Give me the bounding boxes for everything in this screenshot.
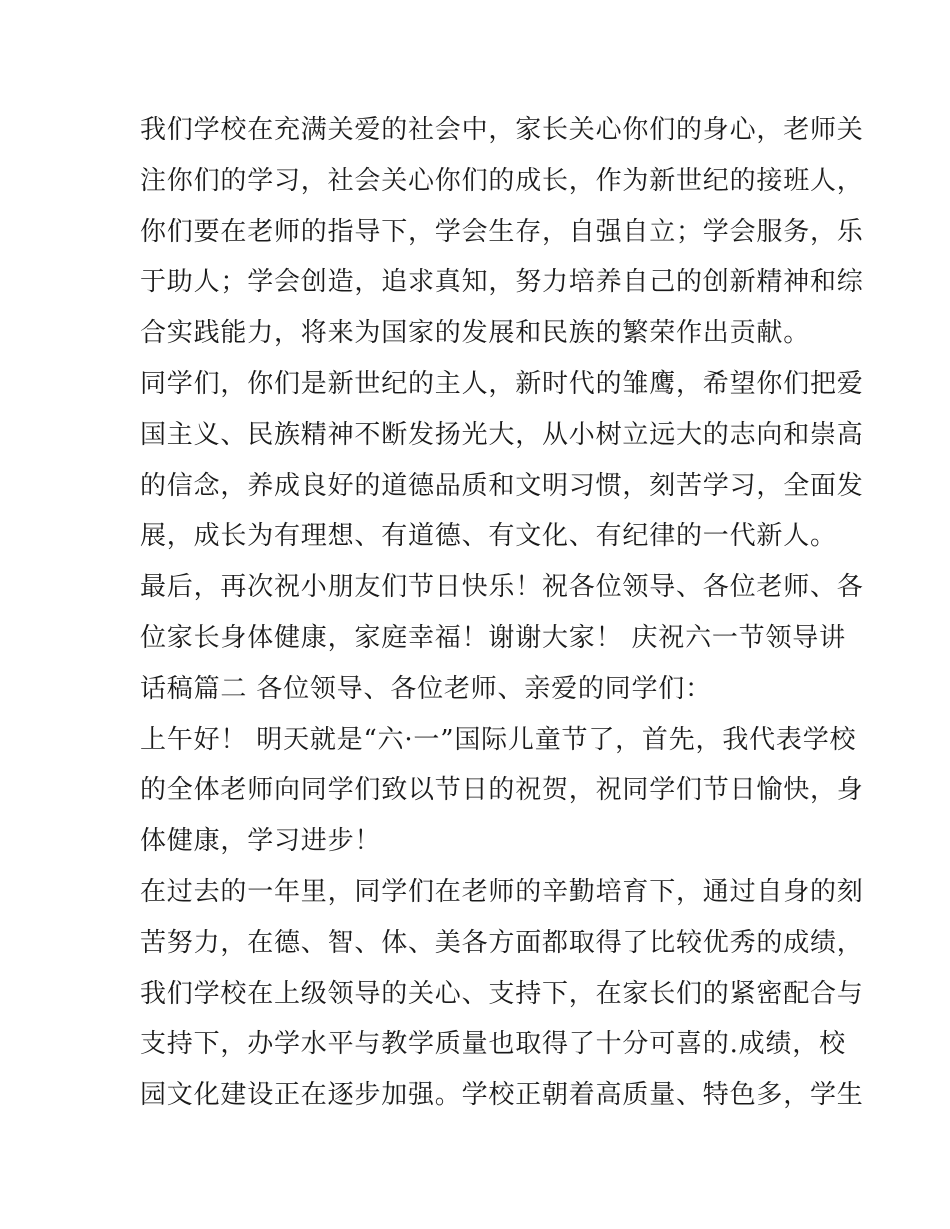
document-page <box>140 105 864 1121</box>
text-line: 合实践能力，将来为国家的发展和民族的繁荣作出贡献。 <box>140 318 811 349</box>
text-line: 园文化建设正在逐步加强。学校正朝着高质量、特色多，学生 <box>140 1080 864 1111</box>
text-line: 位家长身体健康，家庭幸福！谢谢大家！ 庆祝六一节领导讲 <box>140 622 846 653</box>
text-line: 于助人；学会创造，追求真知，努力培养自己的创新精神和综 <box>140 267 864 298</box>
text-line: 的信念，养成良好的道德品质和文明习惯，刻苦学习，全面发 <box>140 470 864 501</box>
text-line: 苦努力，在德、智、体、美各方面都取得了比较优秀的成绩， <box>140 927 864 958</box>
text-line: 话稿篇二 各位领导、各位老师、亲爱的同学们： <box>140 673 712 704</box>
text-line: 上午好！ 明天就是“六·一”国际儿童节了，首先，我代表学校 <box>140 724 857 755</box>
text-line: 同学们，你们是新世纪的主人，新时代的雏鹰，希望你们把爱 <box>140 368 864 399</box>
text-line: 你们要在老师的指导下，学会生存，自强自立；学会服务，乐 <box>140 216 864 247</box>
text-line: 的全体老师向同学们致以节日的祝贺，祝同学们节日愉快，身 <box>140 775 864 806</box>
text-line: 体健康，学习进步！ <box>140 826 382 857</box>
text-line: 在过去的一年里，同学们在老师的辛勤培育下，通过自身的刻 <box>140 876 864 907</box>
text-line: 注你们的学习，社会关心你们的成长，作为新世纪的接班人， <box>140 165 864 196</box>
text-line: 展，成长为有理想、有道德、有文化、有纪律的一代新人。 <box>140 521 837 552</box>
text-line: 最后，再次祝小朋友们节日快乐！祝各位领导、各位老师、各 <box>140 572 864 603</box>
text-line: 我们学校在充满关爱的社会中，家长关心你们的身心，老师关 <box>140 115 864 145</box>
text-line: 支持下，办学水平与教学质量也取得了十分可喜的.成绩，校 <box>140 1029 846 1060</box>
text-line: 国主义、民族精神不断发扬光大，从小树立远大的志向和崇高 <box>140 419 864 450</box>
text-line: 我们学校在上级领导的关心、支持下，在家长们的紧密配合与 <box>140 978 864 1009</box>
